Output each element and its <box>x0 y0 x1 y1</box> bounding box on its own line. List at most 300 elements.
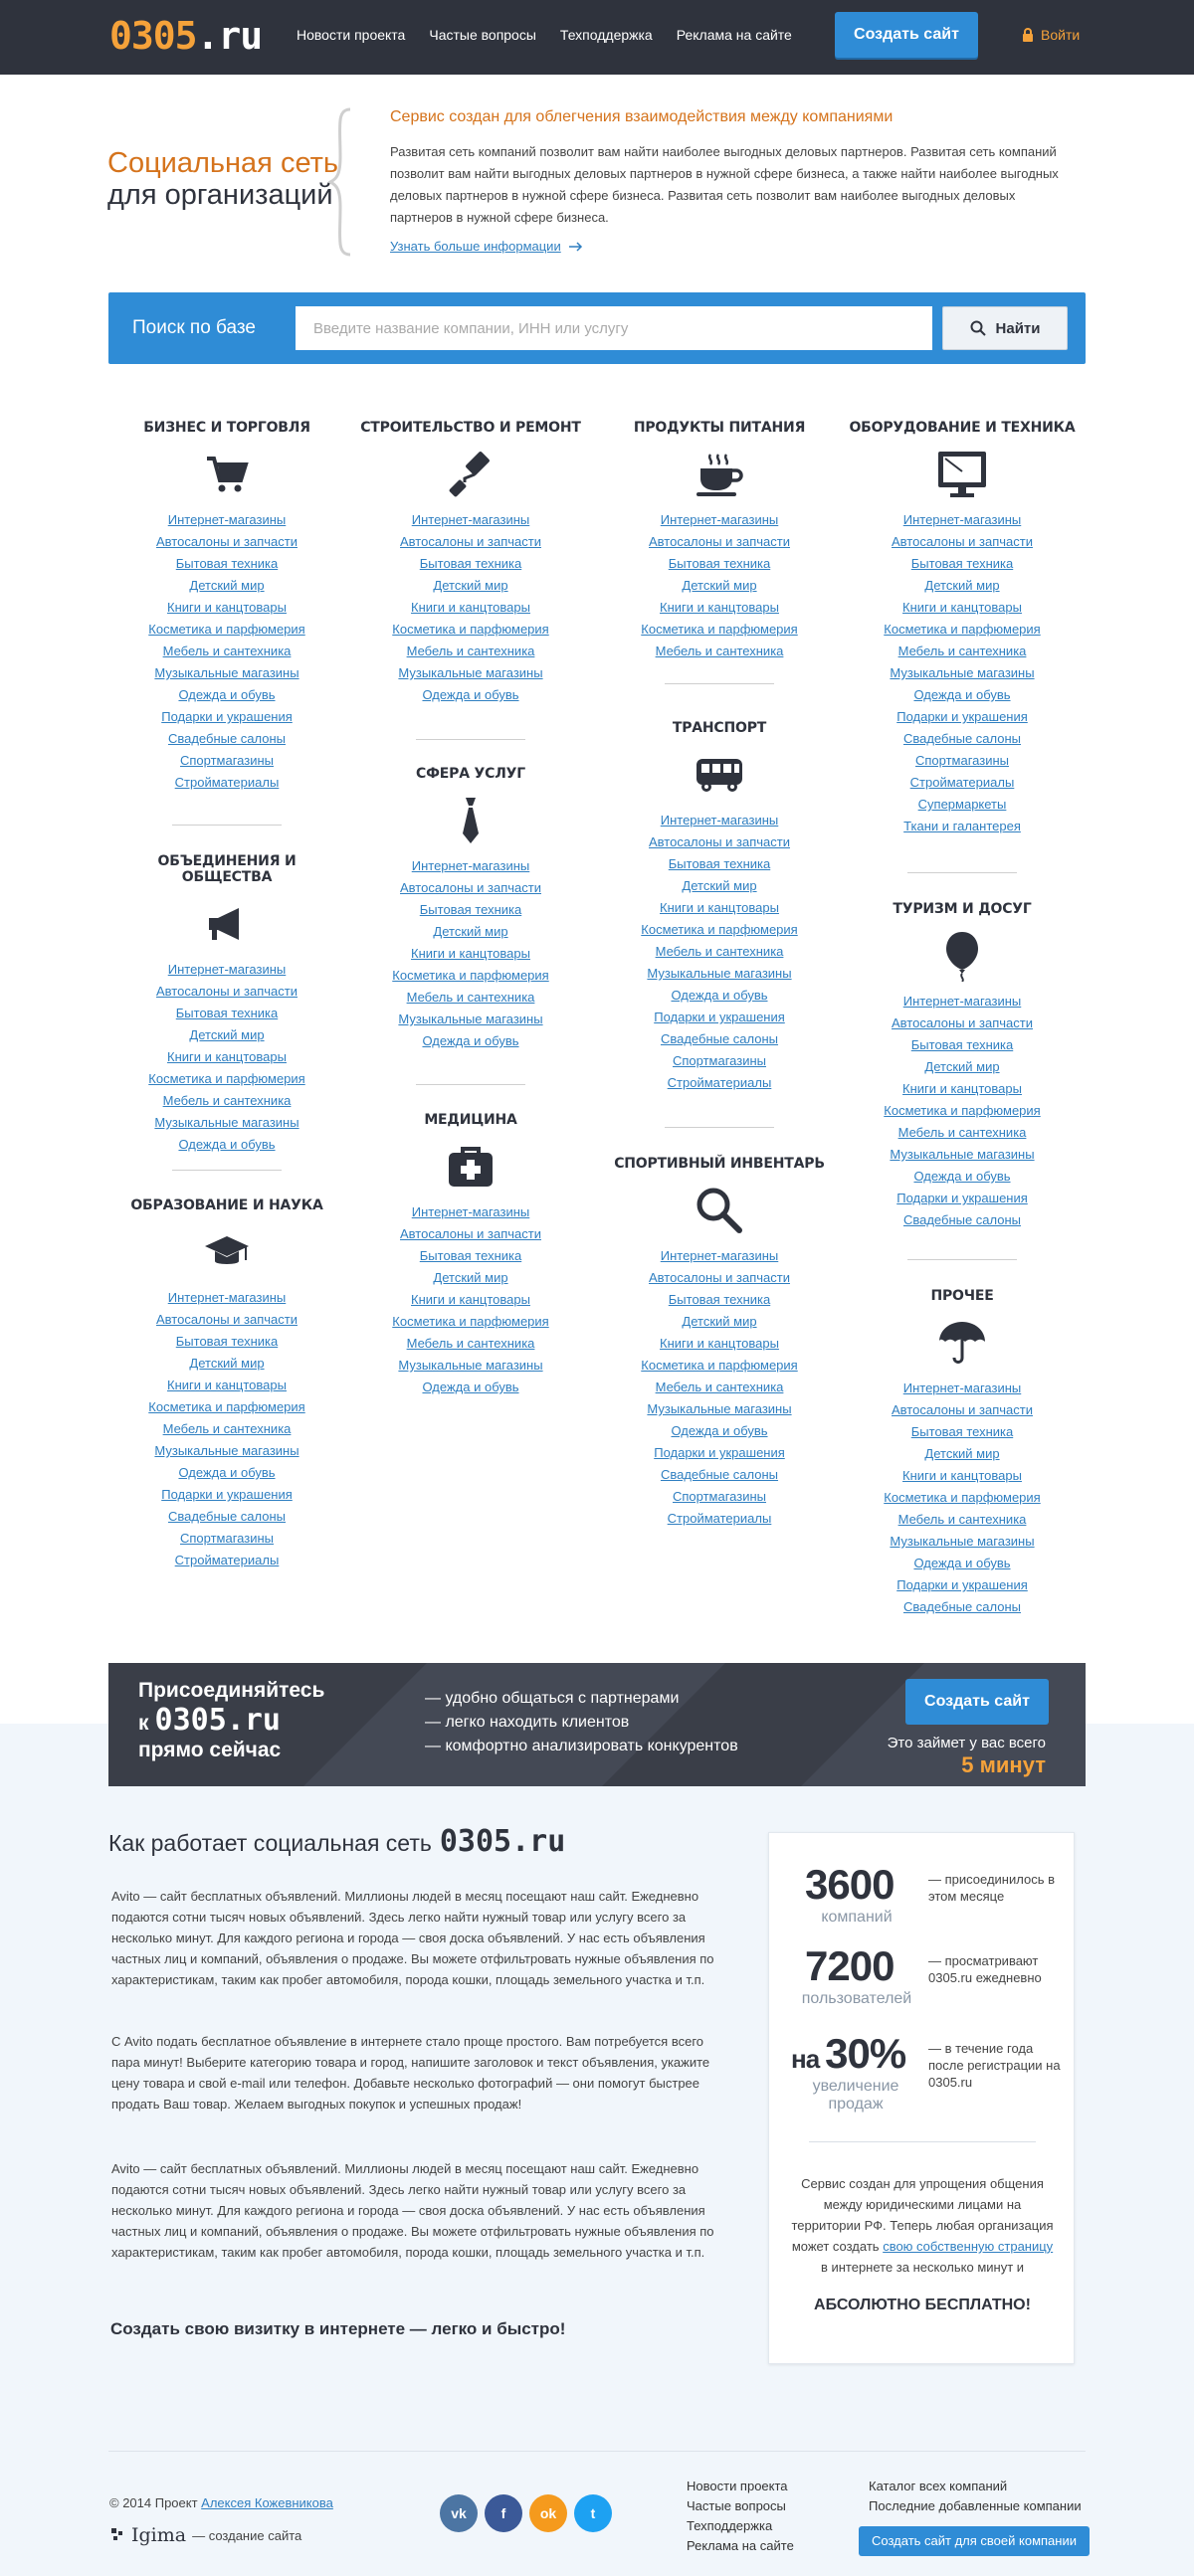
free-text: АБСОЛЮТНО БЕСПЛАТНО! <box>814 2297 1031 2313</box>
category-link[interactable] <box>356 943 585 965</box>
category-link[interactable] <box>848 684 1077 706</box>
category-link[interactable] <box>112 1046 341 1068</box>
category-link[interactable] <box>848 1144 1077 1166</box>
category-link[interactable] <box>112 728 341 750</box>
category-link[interactable] <box>605 1355 834 1377</box>
category-link[interactable] <box>848 1188 1077 1209</box>
category-link[interactable] <box>848 1596 1077 1618</box>
category-link-label: Бытовая техника <box>175 1006 279 1020</box>
odnoklassniki-icon[interactable]: ok <box>529 2494 567 2532</box>
category-link[interactable] <box>605 941 834 963</box>
category-link[interactable] <box>848 1487 1077 1509</box>
main-nav <box>297 27 792 43</box>
category-link[interactable] <box>356 509 585 531</box>
category-link[interactable] <box>848 706 1077 728</box>
category-block <box>112 853 341 1156</box>
tie-icon <box>356 794 585 847</box>
category-link-label: Подарки и украшения <box>896 1191 1028 1205</box>
footer-link[interactable]: Реклама на сайте <box>687 2538 794 2553</box>
site-header <box>0 0 1194 75</box>
category-links <box>112 509 341 794</box>
search-icon <box>970 320 986 336</box>
category-link-label: Косметика и парфюмерия <box>392 968 549 983</box>
category-link[interactable] <box>112 597 341 619</box>
facebook-icon[interactable]: f <box>485 2494 522 2532</box>
category-link-label: Книги и канцтовары <box>660 900 779 915</box>
category-link-label: Свадебные салоны <box>902 731 1022 746</box>
category-link[interactable] <box>112 1440 341 1462</box>
category-link[interactable] <box>848 1509 1077 1531</box>
nav-faq[interactable]: Частые вопросы <box>429 27 536 43</box>
category-link[interactable] <box>356 597 585 619</box>
vk-icon[interactable]: vk <box>440 2494 478 2532</box>
category-link[interactable] <box>112 1375 341 1396</box>
join-logo: 0305.ru <box>154 1703 281 1738</box>
category-link[interactable] <box>356 965 585 987</box>
category-link[interactable] <box>112 981 341 1003</box>
category-link[interactable] <box>605 1028 834 1050</box>
category-link[interactable] <box>848 619 1077 641</box>
category-link-label: Ткани и галантерея <box>903 819 1021 833</box>
category-link[interactable] <box>848 1465 1077 1487</box>
category-link-label: Автосалоны и запчасти <box>400 1226 541 1241</box>
category-link[interactable] <box>112 684 341 706</box>
category-link[interactable] <box>848 991 1077 1012</box>
category-link[interactable] <box>605 985 834 1007</box>
category-link[interactable] <box>112 1528 341 1550</box>
category-link[interactable] <box>112 1396 341 1418</box>
benefit-item: — комфортно анализировать конкурентов <box>425 1738 738 1754</box>
category-link[interactable] <box>112 1331 341 1353</box>
balloon-icon <box>848 929 1077 983</box>
category-link[interactable] <box>605 919 834 941</box>
category-link[interactable] <box>848 772 1077 794</box>
category-link[interactable] <box>112 1112 341 1134</box>
igima-name: Igima <box>131 2524 187 2546</box>
category-link-label: Бытовая техника <box>668 1292 771 1307</box>
category-link[interactable] <box>848 750 1077 772</box>
igima-credit[interactable] <box>111 2524 301 2546</box>
category-link-label: Стройматериалы <box>909 775 1015 790</box>
category-link[interactable] <box>112 750 341 772</box>
category-link[interactable] <box>848 1012 1077 1034</box>
category-link[interactable] <box>605 1398 834 1420</box>
category-link[interactable] <box>356 641 585 662</box>
footer-link[interactable]: Новости проекта <box>687 2479 788 2493</box>
category-link-label: Автосалоны и запчасти <box>156 1312 298 1327</box>
category-link[interactable] <box>848 794 1077 816</box>
category-link-label: Интернет-магазины <box>660 512 779 527</box>
category-link[interactable] <box>356 684 585 706</box>
twitter-icon[interactable]: t <box>574 2494 612 2532</box>
category-link-label: Детский мир <box>189 578 265 593</box>
category-link[interactable] <box>356 662 585 684</box>
category-link[interactable] <box>848 553 1077 575</box>
category-link[interactable] <box>112 641 341 662</box>
category-link[interactable] <box>112 1003 341 1024</box>
category-link[interactable] <box>605 1333 834 1355</box>
category-link[interactable] <box>356 1201 585 1223</box>
category-link-label: Бытовая техника <box>668 556 771 571</box>
category-link[interactable] <box>848 728 1077 750</box>
category-link-label: Бытовая техника <box>419 1248 522 1263</box>
category-link-label: Спортмагазины <box>672 1053 766 1068</box>
category-title[interactable]: СПОРТИВНЫЙ ИНВЕНТАРЬ <box>614 1156 825 1172</box>
igima-text: — создание сайта <box>192 2527 302 2543</box>
category-link[interactable] <box>848 531 1077 553</box>
category-link-label: Детский мир <box>682 1314 757 1329</box>
category-link[interactable] <box>112 1309 341 1331</box>
category-link-label: Детский мир <box>682 578 757 593</box>
category-link-label: Интернет-магазины <box>660 813 779 828</box>
category-links <box>848 991 1077 1231</box>
category-link[interactable] <box>848 597 1077 619</box>
join-line1: Присоединяйтесь <box>138 1679 325 1702</box>
category-link-label: Интернет-магазины <box>167 962 287 977</box>
category-link-label: Книги и канцтовары <box>902 1468 1022 1483</box>
category-link-label: Книги и канцтовары <box>660 600 779 615</box>
category-link-label: Одежда и обувь <box>422 1033 519 1048</box>
category-link-label: Мебель и сантехника <box>406 1336 535 1351</box>
category-link[interactable] <box>112 959 341 981</box>
logo-number: 0305 <box>109 14 197 58</box>
category-link[interactable] <box>112 662 341 684</box>
category-link[interactable] <box>848 1574 1077 1596</box>
category-title[interactable]: ТУРИЗМ И ДОСУГ <box>893 901 1032 917</box>
category-link-label: Стройматериалы <box>667 1511 772 1526</box>
category-link-label: Музыкальные магазины <box>398 665 543 680</box>
stat-unit: компаний <box>821 1909 893 1926</box>
category-link[interactable] <box>848 509 1077 531</box>
category-block <box>112 420 341 794</box>
category-link[interactable] <box>605 1245 834 1267</box>
category-link-label: Мебель и сантехника <box>162 644 292 658</box>
category-link-label: Бытовая техника <box>910 1424 1014 1439</box>
category-link[interactable] <box>605 1464 834 1486</box>
category-title[interactable]: ОБЪЕДИНЕНИЯ И ОБЩЕСТВА <box>157 853 297 885</box>
category-link[interactable] <box>112 1090 341 1112</box>
category-link-label: Интернет-магазины <box>167 512 287 527</box>
category-link[interactable] <box>112 706 341 728</box>
medkit-icon <box>356 1140 585 1194</box>
category-link-label: Подарки и украшения <box>161 1487 293 1502</box>
category-block <box>848 1288 1077 1618</box>
category-link[interactable] <box>356 531 585 553</box>
category-title[interactable]: СФЕРА УСЛУГ <box>416 766 525 782</box>
category-link[interactable] <box>112 1418 341 1440</box>
category-link[interactable] <box>848 1100 1077 1122</box>
category-link[interactable] <box>605 897 834 919</box>
category-link[interactable] <box>112 1353 341 1375</box>
category-link[interactable] <box>605 810 834 831</box>
join-benefits <box>425 1687 738 1758</box>
category-link-label: Музыкальные магазины <box>890 1147 1035 1162</box>
search-input[interactable] <box>296 306 932 350</box>
category-link-label: Бытовая техника <box>419 902 522 917</box>
category-link-label: Косметика и парфюмерия <box>641 922 798 937</box>
category-block <box>605 420 834 662</box>
category-link-label: Детский мир <box>924 1446 1000 1461</box>
own-page-link[interactable]: свою собственную страницу <box>883 2239 1054 2254</box>
category-link[interactable] <box>605 1311 834 1333</box>
category-title[interactable]: ОБРАЗОВАНИЕ И НАУКА <box>130 1197 323 1213</box>
category-link[interactable] <box>356 921 585 943</box>
category-link[interactable] <box>605 619 834 641</box>
nav-ads[interactable]: Реклама на сайте <box>676 27 792 43</box>
category-link[interactable] <box>112 575 341 597</box>
category-link-label: Автосалоны и запчасти <box>649 1270 790 1285</box>
how-title-text: Как работает социальная сеть <box>108 1830 432 1856</box>
category-link[interactable] <box>356 619 585 641</box>
category-link[interactable] <box>848 575 1077 597</box>
category-title[interactable]: ПРОДУКТЫ ПИТАНИЯ <box>633 420 806 436</box>
join-prefix: к <box>138 1712 149 1735</box>
category-link-label: Автосалоны и запчасти <box>649 534 790 549</box>
category-link-label: Спортмагазины <box>914 753 1009 768</box>
category-link[interactable] <box>356 553 585 575</box>
create-site-button[interactable]: Создать сайт <box>835 12 978 58</box>
nav-news[interactable]: Новости проекта <box>297 27 406 43</box>
category-link[interactable] <box>112 1550 341 1571</box>
footer-create-button[interactable]: Создать сайт для своей компании <box>859 2526 1090 2556</box>
category-block <box>605 1156 834 1530</box>
category-link[interactable] <box>112 772 341 794</box>
join-minutes: 5 минут <box>961 1752 1046 1777</box>
category-link-label: Одежда и обувь <box>422 1380 519 1394</box>
category-link[interactable] <box>605 1289 834 1311</box>
category-link[interactable] <box>848 1399 1077 1421</box>
nav-support[interactable]: Техподдержка <box>559 27 653 43</box>
category-link[interactable] <box>112 1068 341 1090</box>
category-link-label: Косметика и парфюмерия <box>392 1314 549 1329</box>
category-link[interactable] <box>605 1442 834 1464</box>
category-link-label: Интернет-магазины <box>902 512 1022 527</box>
category-link[interactable] <box>605 853 834 875</box>
how-title-logo: 0305.ru <box>439 1824 566 1859</box>
category-links <box>848 509 1077 837</box>
category-links <box>112 1287 341 1571</box>
category-links <box>356 855 585 1052</box>
logo[interactable] <box>109 14 262 58</box>
category-link[interactable] <box>112 619 341 641</box>
footer-link[interactable]: Техподдержка <box>687 2518 773 2533</box>
category-link-label: Подарки и украшения <box>896 709 1028 724</box>
category-link[interactable] <box>112 1462 341 1484</box>
category-link-label: Мебель и сантехника <box>897 1512 1027 1527</box>
category-link-label: Одежда и обувь <box>178 1137 276 1152</box>
category-title[interactable]: ТРАНСПОРТ <box>672 720 767 736</box>
category-link-label: Стройматериалы <box>667 1075 772 1090</box>
bus-icon <box>605 748 834 802</box>
racket-icon <box>605 1184 834 1237</box>
category-link-label: Книги и канцтовары <box>411 1292 530 1307</box>
how-paragraph: С Avito подать бесплатное объявление в интернете стало проще простого. Вам потребуется всего пара минут! Выберите категорию товара и город, напишите заголовок и текст объявления, укажите цену товара и свой e-mail или телефон. Добавьте несколько фотографий — они помогут быстрее продать Ваш товар. Желаем выгодных покупок и успешных продаж! <box>111 2034 710 2112</box>
category-link-label: Бытовая техника <box>419 556 522 571</box>
category-link-label: Бытовая техника <box>910 1037 1014 1052</box>
category-link-label: Интернет-магазины <box>660 1248 779 1263</box>
search-button[interactable] <box>942 306 1068 350</box>
category-link[interactable] <box>112 1484 341 1506</box>
category-block <box>605 720 834 1094</box>
category-link[interactable] <box>356 1245 585 1267</box>
login-link[interactable] <box>1022 27 1080 43</box>
category-link[interactable] <box>356 1377 585 1398</box>
category-link-label: Спортмагазины <box>179 1531 274 1546</box>
category-link[interactable] <box>848 1078 1077 1100</box>
footer-link[interactable]: Частые вопросы <box>687 2498 786 2513</box>
category-link-label: Мебель и сантехника <box>897 644 1027 658</box>
cart-icon <box>112 448 341 501</box>
category-link[interactable] <box>605 1267 834 1289</box>
category-title[interactable]: МЕДИЦИНА <box>424 1112 517 1128</box>
category-link[interactable] <box>605 1508 834 1530</box>
how-paragraph: Avito — сайт бесплатных объявлений. Миллионы людей в месяц посещают наш сайт. Ежедневно подаются сотни тысяч новых объявлений. Здесь легко найти нужный товар или услугу всего за несколько минут. Для каждого региона и города — своя доска объявлений. У нас есть объявления частных лиц и компаний, объявления о продаже. Вы можете отфильтровать нужные объявления по характеристикам, таким как пробег автомобиля, порода кошки, площадь земельного участка и т.п. <box>111 1889 714 1987</box>
category-link-label: Интернет-магазины <box>411 1204 530 1219</box>
category-link[interactable] <box>848 816 1077 837</box>
intro-title-line2: для организаций <box>107 179 333 211</box>
category-title[interactable]: БИЗНЕС И ТОРГОВЛЯ <box>143 420 310 436</box>
learn-more-label: Узнать больше информации <box>390 239 561 254</box>
category-link[interactable] <box>112 1024 341 1046</box>
category-link[interactable] <box>605 831 834 853</box>
category-link[interactable] <box>112 531 341 553</box>
category-link[interactable] <box>356 575 585 597</box>
category-link-label: Детский мир <box>433 1270 508 1285</box>
category-link[interactable] <box>112 509 341 531</box>
category-link[interactable] <box>112 553 341 575</box>
footer-link[interactable]: Каталог всех компаний <box>869 2479 1008 2493</box>
category-link-label: Книги и канцтовары <box>167 1378 287 1392</box>
category-link[interactable] <box>356 855 585 877</box>
category-link[interactable] <box>112 1506 341 1528</box>
copyright <box>109 2495 333 2510</box>
category-link-label: Детский мир <box>189 1356 265 1371</box>
category-link[interactable] <box>356 1030 585 1052</box>
divider <box>416 739 525 740</box>
category-links <box>848 1378 1077 1618</box>
category-link[interactable] <box>356 877 585 899</box>
category-link[interactable] <box>848 1122 1077 1144</box>
category-link[interactable] <box>848 1421 1077 1443</box>
category-link[interactable] <box>356 1267 585 1289</box>
category-link-label: Интернет-магазины <box>411 512 530 527</box>
category-link[interactable] <box>356 987 585 1009</box>
benefit-item: — удобно общаться с партнерами <box>425 1690 680 1707</box>
stat-unit: увеличение продаж <box>812 2078 899 2113</box>
category-link-label: Детский мир <box>433 924 508 939</box>
category-links <box>605 1245 834 1530</box>
category-link[interactable] <box>848 1553 1077 1574</box>
megaphone-icon <box>112 897 341 951</box>
stats-about <box>789 2173 1056 2278</box>
category-link[interactable] <box>605 553 834 575</box>
footer-link[interactable]: Последние добавленные компании <box>869 2498 1082 2513</box>
category-link[interactable] <box>605 1007 834 1028</box>
category-link-label: Косметика и парфюмерия <box>884 622 1041 637</box>
category-link[interactable] <box>605 531 834 553</box>
logo-domain: .ru <box>196 14 263 58</box>
category-links <box>112 959 341 1156</box>
category-link[interactable] <box>605 1486 834 1508</box>
category-link-label: Косметика и парфюмерия <box>641 1358 798 1373</box>
divider <box>172 1170 282 1171</box>
category-link-label: Автосалоны и запчасти <box>400 534 541 549</box>
stat-number-value: 30% <box>825 2030 906 2077</box>
category-link[interactable] <box>848 1531 1077 1553</box>
category-link[interactable] <box>605 597 834 619</box>
category-link[interactable] <box>356 1223 585 1245</box>
category-link[interactable] <box>112 1134 341 1156</box>
category-link[interactable] <box>848 1443 1077 1465</box>
category-link[interactable] <box>848 1056 1077 1078</box>
category-link-label: Одежда и обувь <box>671 1423 768 1438</box>
category-link[interactable] <box>848 662 1077 684</box>
category-link-label: Автосалоны и запчасти <box>156 984 298 999</box>
category-title[interactable]: ОБОРУДОВАНИЕ И ТЕХНИКА <box>849 420 1076 436</box>
login-label: Войти <box>1041 27 1081 43</box>
category-link[interactable] <box>605 875 834 897</box>
category-link[interactable] <box>605 1377 834 1398</box>
category-link-label: Музыкальные магазины <box>398 1012 543 1026</box>
category-block <box>848 901 1077 1231</box>
category-link-label: Косметика и парфюмерия <box>148 1071 305 1086</box>
category-link[interactable] <box>605 509 834 531</box>
category-title[interactable]: ПРОЧЕЕ <box>930 1288 994 1304</box>
category-link[interactable] <box>356 1333 585 1355</box>
category-block <box>356 420 585 706</box>
category-link-label: Книги и канцтовары <box>167 1049 287 1064</box>
category-link-label: Косметика и парфюмерия <box>148 622 305 637</box>
category-link[interactable] <box>356 1355 585 1377</box>
category-link[interactable] <box>848 1034 1077 1056</box>
category-link[interactable] <box>356 1311 585 1333</box>
category-link[interactable] <box>848 1166 1077 1188</box>
category-link[interactable] <box>605 963 834 985</box>
category-link-label: Детский мир <box>924 1059 1000 1074</box>
category-block <box>848 420 1077 837</box>
category-link[interactable] <box>848 1209 1077 1231</box>
category-link[interactable] <box>848 1378 1077 1399</box>
category-link[interactable] <box>848 641 1077 662</box>
category-link[interactable] <box>112 1287 341 1309</box>
join-create-button[interactable]: Создать сайт <box>905 1679 1049 1725</box>
divider <box>416 1084 525 1085</box>
category-link-label: Подарки и украшения <box>161 709 293 724</box>
category-link-label: Свадебные салоны <box>902 1599 1022 1614</box>
footer-links-catalog <box>869 2477 1082 2516</box>
category-link[interactable] <box>605 575 834 597</box>
category-link[interactable] <box>356 1009 585 1030</box>
category-link-label: Автосалоны и запчасти <box>156 534 298 549</box>
category-link-label: Музыкальные магазины <box>890 1534 1035 1549</box>
category-link[interactable] <box>605 1050 834 1072</box>
join-line3: прямо сейчас <box>138 1739 282 1761</box>
category-links <box>605 810 834 1094</box>
category-links <box>356 1201 585 1398</box>
learn-more-link[interactable] <box>390 239 583 254</box>
category-link-label: Музыкальные магазины <box>890 665 1035 680</box>
category-link[interactable] <box>605 1420 834 1442</box>
category-title[interactable]: СТРОИТЕЛЬСТВО И РЕМОНТ <box>360 420 581 436</box>
category-link-label: Детский мир <box>682 878 757 893</box>
category-link[interactable] <box>356 899 585 921</box>
category-link[interactable] <box>605 1072 834 1094</box>
category-link[interactable] <box>605 641 834 662</box>
category-link-label: Мебель и сантехника <box>406 990 535 1005</box>
category-link-label: Музыкальные магазины <box>398 1358 543 1373</box>
category-link[interactable] <box>356 1289 585 1311</box>
author-link[interactable]: Алексея Кожевникова <box>201 2495 333 2510</box>
